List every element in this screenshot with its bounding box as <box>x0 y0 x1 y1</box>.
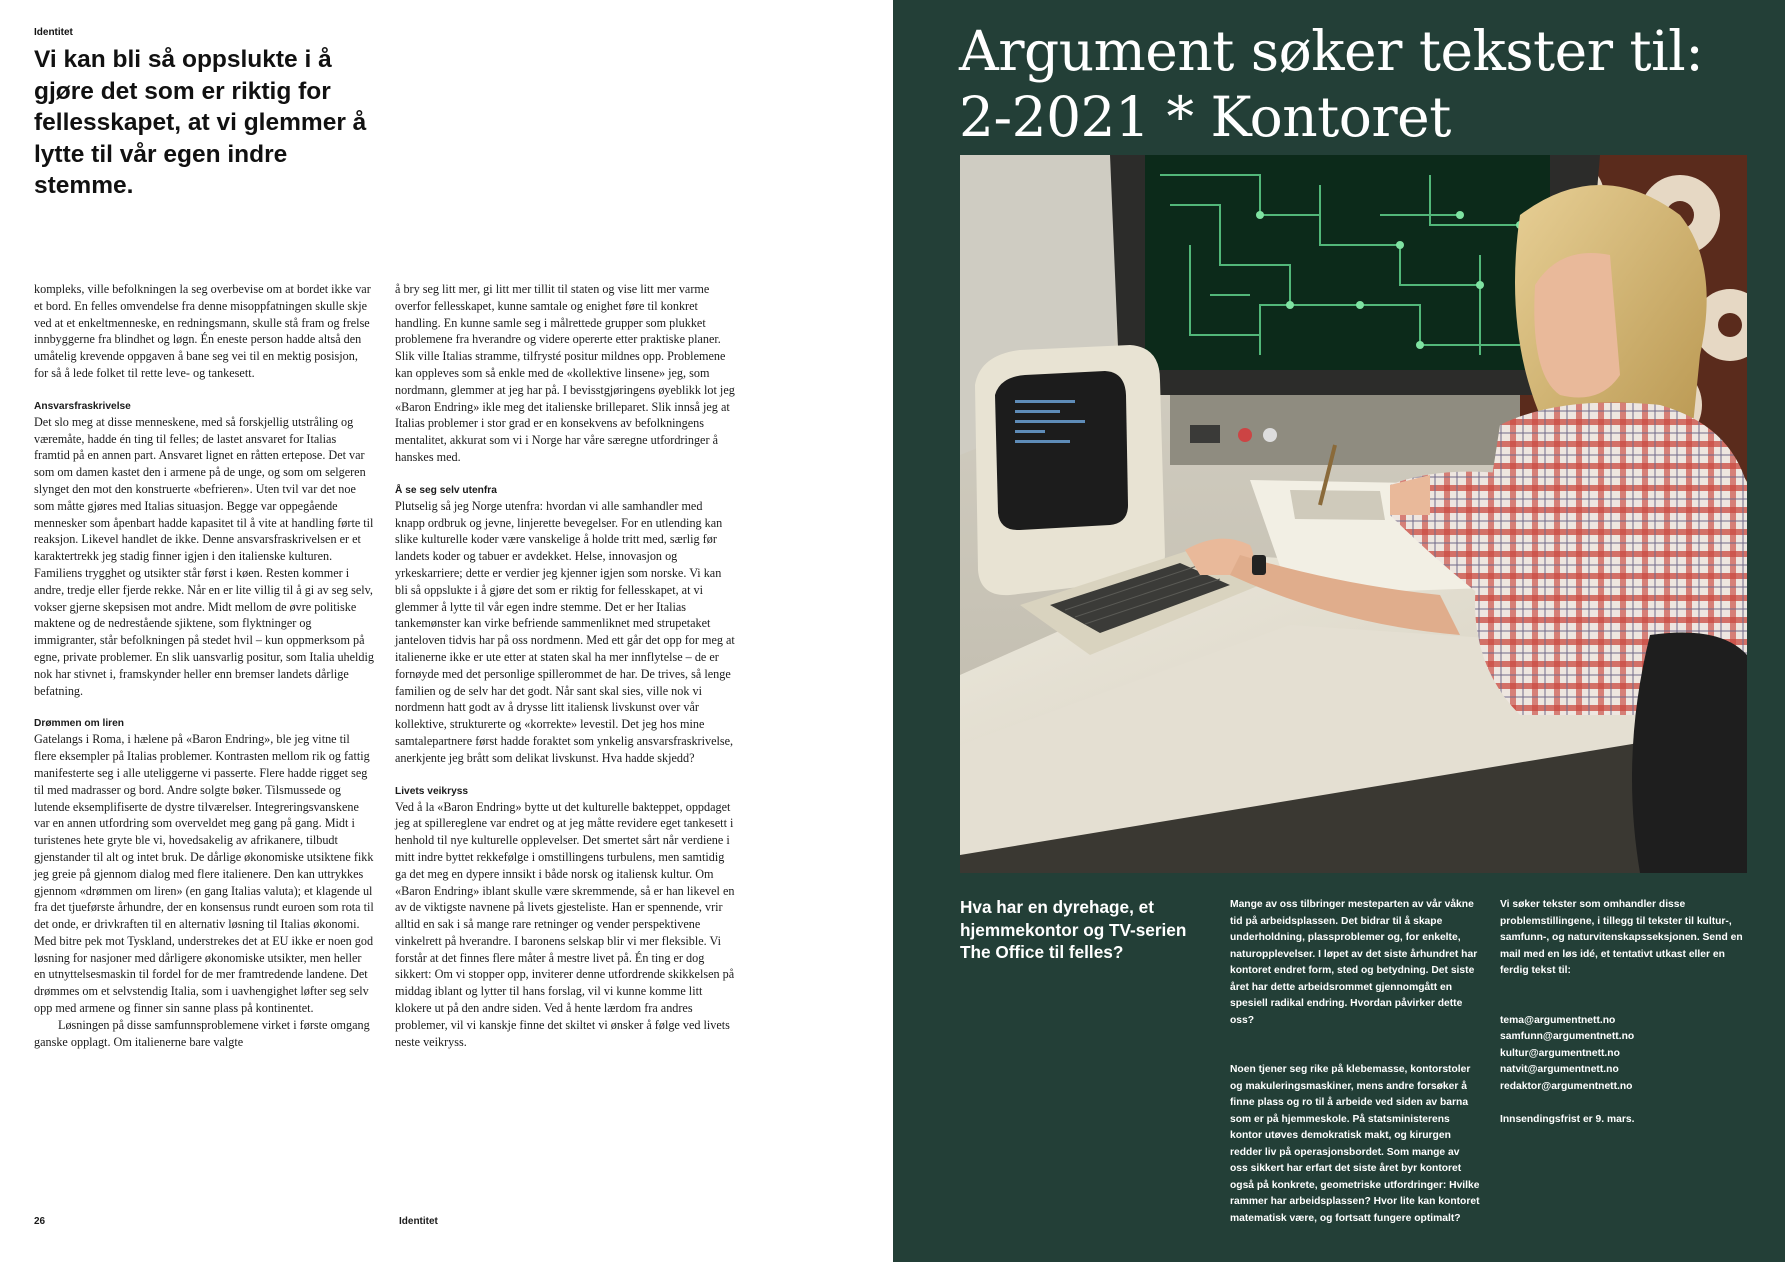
email-link-kultur[interactable]: kultur@argumentnett.no <box>1500 1047 1620 1059</box>
body-column-1 <box>34 281 374 1050</box>
paragraph: Ved å la «Baron Endring» bytte ut det kulturelle bakteppet, oppdaget jeg at spillereglene var endret og at jeg måtte revidere eget tankesett i henhold til nye kulturelle opplevelser. Det smertet sårt når verdiene i mitt indre byttet rekkefølge i omstillingens turbulens, men samtidig ga det meg en dypere innsikt i både norsk og italiensk kultur. Om «Baron Endring» iblant skulle være skremmende, så er han likevel en av de viktigste navnene på livets gjesteliste. Han er spennende, vrir alltid en sak i så mange rare retninger og vender perspektivene vinkelrett på hverandre. I baronens selskap blir vi mer fleksible. Vi forstår at det finnes flere måter å mestre livet på. Én ting er dog sikkert: Om vi stopper opp, inviterer denne utfordrende skikkelsen på middag iblant og lytter til hans forslag, vil vi kunne komme litt klokere ut på den andre siden. Ved å hente lærdom fra andres problemer, vil vi kanskje finne det skiltet vi ønsker å følge ved livets neste veikryss. <box>395 799 735 1049</box>
paragraph: Løsningen på disse samfunnsproblemene virket i første omgang ganske opplagt. Om italienerne bare valgte <box>34 1017 370 1049</box>
paragraph: Gatelangs i Roma, i hælene på «Baron Endring», ble jeg vitne til flere eksempler på Italias problemer. Kontrasten mellom rik og fattig manifesterte seg i alle uteliggerne vi passerte. Flere hadde rigget seg til med madrasser og bord. Andre solgte bøker. Tilsmussede og lutende eksemplifiserte de dystre tilværelser. Integreringsvanskene var en annen utfordring som overveldet meg gang på gang. Midt i turistenes hete gryte ble vi, hovedsakelig av afrikanere, tilbudt gjenstander til alt og intet bruk. De dårlige økonomiske utsiktene fikk jeg greie på gjennom dialog med flere italienere. Den kan uttrykkes gjennom «drømmen om liren» (en gang Italias valuta); et klagende ul fra det tjueførste århundre, der en konsensus rundt euroen som rota til det onde, er drivkraften til en alternativ løsning til Italias økonomi. Med bitre pek mot Tyskland, understrekes det at EU ikke er noen god løsning for nasjoner med dårligere økonomiske utsikter, men heller en utnyttelsesmaskin til fordel for de mer framtredende landene. Det drømmes om et selvstendig Italia, som i uavhengighet løfter seg selv opp med armene og finner sin sanne plass på kontinentet. <box>34 732 374 1016</box>
paragraph: Plutselig så jeg Norge utenfra: hvordan vi alle samhandler med knapp ordbruk og jevne, linjerette bevegelser. For en utlending kan slike kulturelle koder være vanskelige å holde tritt med, særlig før landets koder og tabuer er avdekket. Helse, innovasjon og yrkeskarriere; dette er verdier jeg kjenner igjen som norske. Vi kan bli så oppslukte i å gjøre det som er riktig for fellesskapet, at vi glemmer å lytte til vår egen indre stemme. Det er her Italias tankemønster kan virke befriende sammenliknet med strupetaket janteloven tidvis har på oss nordmenn. Med ett går det opp for meg at italienerne ikke er ute etter at staten skal ha mer innflytelse – de er fornøyde med det personlige spillerommet de har. De trives, så lenge familien og de selv har det godt. Når sant skal sies, ville nok vi nordmenn hatt godt av å drysse litt italiensk livskunst over vår kollektive, strukturerte og «korrekte» levestil. Det jeg hos mine samtalepartnere først hadde foraktet som ynkelig ansvarsfraskrivelse, anerkjente jeg brått som delikat livskunst. Hva hadde skjedd? <box>395 498 735 765</box>
office-photo <box>960 155 1747 873</box>
subheading-livets-veikryss: Livets veikryss <box>395 785 469 797</box>
section-label: Identitet <box>34 27 73 38</box>
advert-title-line-2: 2-2021 * Kontoret <box>959 85 1451 149</box>
email-link-natvit[interactable]: natvit@argumentnett.no <box>1500 1064 1619 1075</box>
email-link-samfunn[interactable]: samfunn@argumentnett.no <box>1500 1031 1635 1042</box>
deadline: Innsendingsfrist er 9. mars. <box>1500 1114 1635 1125</box>
paragraph: Mange av oss tilbringer mesteparten av vår våkne tid på arbeidsplassen. Det bidrar til å skape underholdning, plassproblemer og, for enkelte, naturopplevelser. I løpet av det siste århundret har kontoret endret form, sted og betydning. Det siste året har dette arbeidsrommet gjennomgått en spesiell radikal endring. Hvordan påvirker dette oss? <box>1230 899 1478 1026</box>
body-column-2 <box>395 281 735 1050</box>
paragraph: Vi søker tekster som omhandler disse problemstillingene, i tillegg til tekster til kultur-, samfunn-, og naturvitenskapsseksjonen. Send en mail med en løs idé, et tentativt utkast eller en ferdig tekst til: <box>1500 899 1743 976</box>
advert-column-2 <box>1500 897 1750 1146</box>
subheading-a-se-seg-selv-utenfra: Å se seg selv utenfra <box>395 484 497 496</box>
right-page-advert <box>893 0 1785 1262</box>
email-link-redaktor[interactable]: redaktor@argumentnett.no <box>1500 1080 1633 1092</box>
advert-column-1 <box>1230 897 1480 1244</box>
pull-quote: Vi kan bli så oppslukte i å gjøre det som er riktig for fellesskapet, at vi glemmer å lytte til vår egen indre stemme. <box>34 46 367 199</box>
paragraph: Det slo meg at disse menneskene, med så forskjellig utstråling og væremåte, hadde én ting til felles; de lastet ansvaret for Italias framtid på en annen part. Ansvaret lignet en råtten ertepose. Det var som om damen kastet den i armene på de unge, og som om selgeren slynget den mot den konstruerte «befrieren». Uten tvil var det noe som måtte gjøres med Italias situasjon. Begge var oppegående mennesker som åpenbart hadde kapasitet til å vite at handling førte til reaksjon. Likevel handlet de ikke. Denne ansvarsfraskrivelsen er et karaktertrekk jeg stadig finner igjen i den italienske kulturen. Familiens trygghet og utsikter står først i køen. Resten kommer i andre, tredje eller fjerde rekke. Når en er lite villig til å gi av seg selv, vokser gjerne skepsisen mot andre. Midt mellom de øvre politiske maktene og de nedrestående sjiktene, som flyktninger og immigranter, står befolkningen på stedet hvil – kun oppmerksom på egne, private problemer. En slik uansvarlig positur, som Italia uheldig nok har stivnet i, framskynder heller enn bremser landets dårlige befatning. <box>34 414 375 698</box>
subheading-ansvarsfraskrivelse: Ansvarsfraskrivelse <box>34 400 131 412</box>
paragraph: kompleks, ville befolkningen la seg overbevise om at bordet ikke var et bord. En felles omvendelse fra denne misoppfatningen skulle skje ved at et enkeltmenneske, en redningsmann, skulle stå fram og frelse innbyggerne fra blindhet og løgn. Én eneste person hadde altså den umåtelig krevende oppgaven å bane seg vei til en mektig posisjon, for så å lede folket til rette leve- og tankesett. <box>34 282 371 380</box>
subheading-drommen-om-liren: Drømmen om liren <box>34 718 125 730</box>
advert-lede: Hva har en dyrehage, et hjemmekontor og TV-serien The Office til felles? <box>960 897 1187 962</box>
footer-section-label: Identitet <box>399 1216 438 1227</box>
advert-title <box>959 18 1759 150</box>
office-photo-illustration <box>960 155 1747 873</box>
page-number: 26 <box>34 1216 46 1227</box>
email-list <box>1500 1013 1750 1096</box>
advert-title-line-1: Argument søker tekster til: <box>959 19 1704 83</box>
email-link-tema[interactable]: tema@argumentnett.no <box>1500 1014 1616 1026</box>
paragraph: Noen tjener seg rike på klebemasse, kontorstoler og makuleringsmaskiner, mens andre forsøker å finne plass og ro til å arbeide ved siden av barna som er på hjemmeskole. På statsministerens kontor utøves demokratisk makt, og kirurgen redder liv på operasjonsbordet. Som mange av oss sikkert har erfart det siste året byr kontoret også på konkrete, geometriske utfordringer: Hvilke rammer har arbeidsplassen? Hvor lite kan kontoret matematisk være, og fortsatt fungere optimalt? <box>1230 1064 1480 1224</box>
paragraph: å bry seg litt mer, gi litt mer tillit til staten og vise litt mer varme overfor fellesskapet, kunne samtale og enighet føre til konkret handling. En kunne samle seg i målrettede grupper som plukket problemene fra hverandre og videre opererte etter praktiske planer. Slik ville Italias stramme, tilfrysté positur mildnes opp. Problemene kan oppleves som så enkle med de «kollektive linsene» jeg, som nordmann, glemmer at jeg har på. I bevisstgjøringens øyeblikk lot jeg «Baron Endring» ikle meg det italienske brilleparet. Slik innså jeg at Italias problemer i stor grad er en konsekvens av befolkningens mentalitet, akkurat som vi i Norge har våre særegne utfordringer å hanskes med. <box>395 282 735 464</box>
